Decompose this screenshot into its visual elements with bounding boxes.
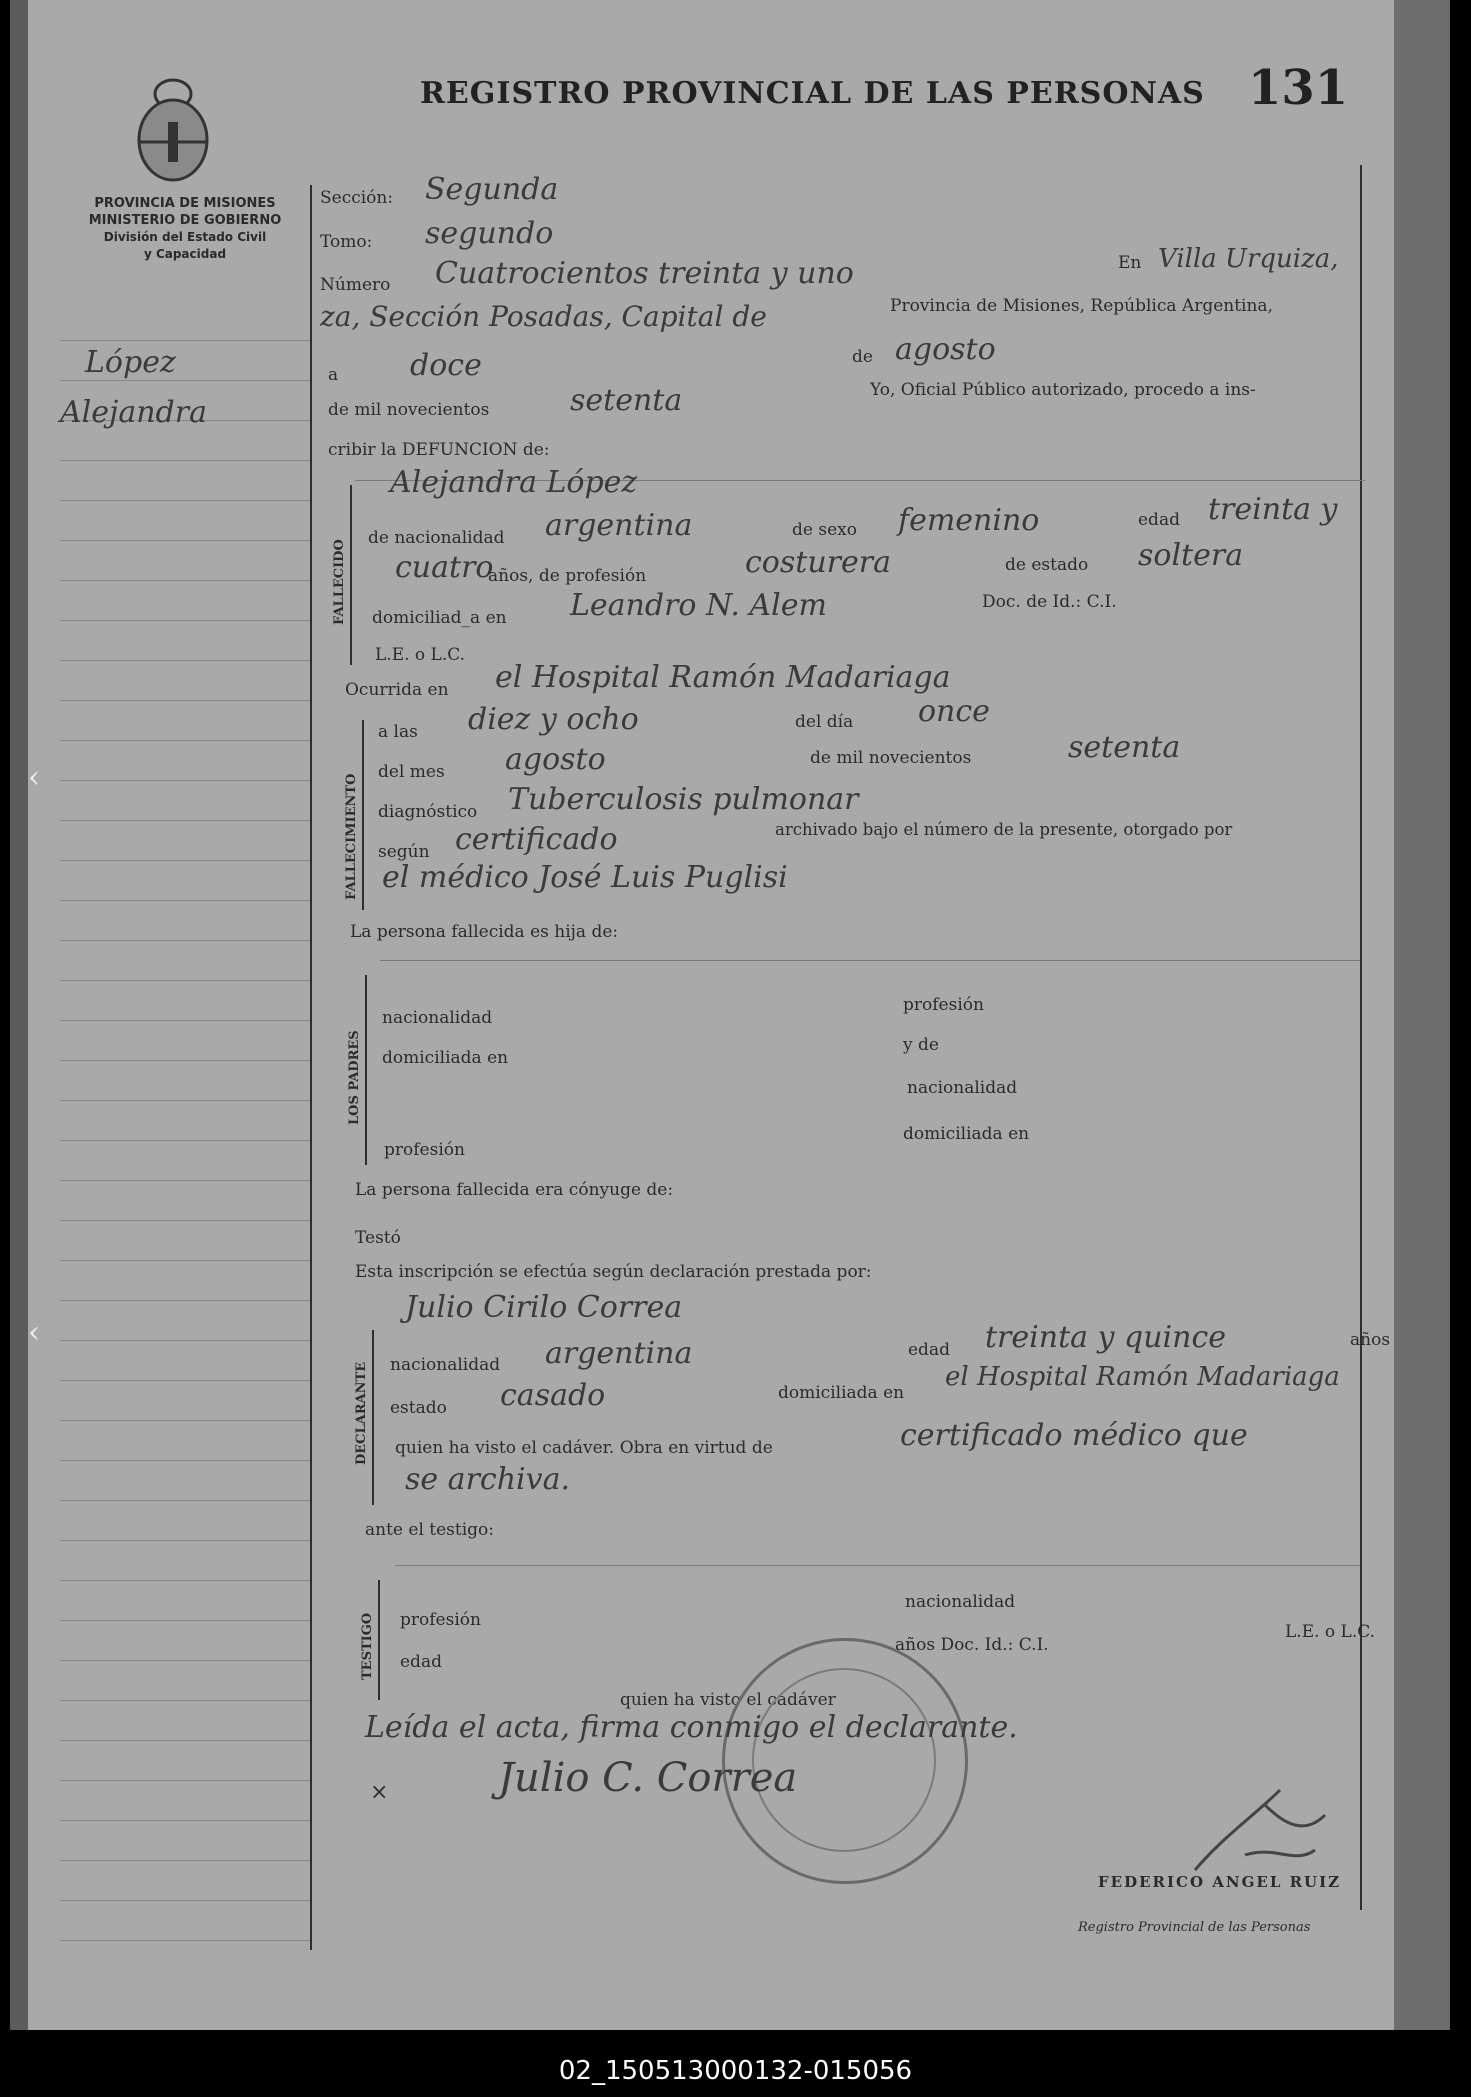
ministry-line-4: y Capacidad [143,247,227,261]
inscribir-text: cribir la DEFUNCION de: [328,440,550,460]
testigo-nacionalidad-label: nacionalidad [905,1592,1016,1612]
padres-top-rule [380,960,1360,961]
sexo-label: de sexo [792,520,857,540]
visto-value-2: se archiva. [405,1462,570,1497]
mes-value: agosto [895,332,996,367]
oficial-text: Yo, Oficial Público autorizado, procedo a ins- [870,380,1256,400]
margin-given-name: Alejandra [60,395,207,430]
dia-value-fallecimiento: once [918,694,990,729]
segun-value: certificado [455,822,618,857]
visto-label: quien ha visto el cadáver. Obra en virtud de [395,1438,773,1458]
ministry-line-3: División del Estado Civil [103,230,267,244]
fallecimiento-side-label: FALLECIMIENTO [344,773,359,900]
seccion-value: Segunda [425,172,559,207]
profesion-value: costurera [745,545,891,580]
inscripcion-text: Esta inscripción se efectúa según declaración prestada por: [355,1262,872,1282]
binding-marker-2: ‹ [28,1315,40,1350]
ministry-line-1: PROVINCIA DE MISIONES [94,196,276,211]
declarante-signature: Julio C. Correa [498,1755,798,1801]
declarante-nacionalidad-value: argentina [545,1336,693,1371]
mil-label-fallecimiento: de mil novecientos [810,748,972,768]
page-number: 131 [1248,60,1349,116]
domicilio-label: domiciliad_a en [372,608,507,628]
anios-label: años, de profesión [488,566,647,586]
declarante-edad-value: treinta y quince [985,1320,1227,1355]
lugar-value-2: za, Sección Posadas, Capital de [320,300,767,333]
document-page [10,0,1450,2030]
testigo-profesion-label: profesión [400,1610,481,1630]
dia-value: doce [410,348,482,383]
padre-nacionalidad-label: nacionalidad [382,1008,493,1028]
diagnostico-label: diagnóstico [378,802,478,822]
seccion-label: Sección: [320,188,394,208]
declarante-name: Julio Cirilo Correa [405,1290,683,1325]
tomo-label: Tomo: [320,232,373,252]
provincia-text: Provincia de Misiones, República Argentina, [890,296,1273,316]
edad-value-1: treinta y [1208,492,1338,527]
page-right-edge [1394,0,1450,2030]
image-id-caption: 02_150513000132-015056 [0,2046,1471,2097]
estado-label: de estado [1005,555,1089,575]
a-label: a [328,365,339,385]
tomo-value: segundo [425,216,554,251]
signature-x-mark: × [370,1780,389,1805]
hora-label: a las [378,722,418,742]
edad-value-2: cuatro [395,550,494,585]
en-label: En [1118,253,1142,273]
testigo-top-rule [395,1565,1360,1566]
padre-profesion-label: profesión [903,995,984,1015]
declarante-estado-label: estado [390,1398,447,1418]
declarante-edad-label: edad [908,1340,950,1360]
madre-profesion-label: profesión [384,1140,465,1160]
hija-text: La persona fallecida es hija de: [350,922,619,942]
declarante-domicilio-value: el Hospital Ramón Madariaga [945,1362,1340,1392]
declarante-nacionalidad-label: nacionalidad [390,1355,501,1375]
testigo-bracket [378,1580,380,1700]
anio-value: setenta [570,383,683,418]
fallecimiento-bracket [362,720,364,910]
nacionalidad-value: argentina [545,508,693,543]
testigo-doc-label: años Doc. Id.: C.I. [895,1635,1049,1655]
main-frame-right [1360,165,1362,1910]
testigo-side-label: TESTIGO [360,1612,375,1680]
padres-side-label: LOS PADRES [347,1030,362,1125]
testigo-le-label: L.E. o L.C. [1285,1622,1376,1642]
official-signature-icon [1185,1775,1335,1885]
padre-domiciliada-label: domiciliada en [382,1048,509,1068]
nacionalidad-label: de nacionalidad [368,528,505,548]
dia-label: del día [795,712,854,732]
domicilio-value: Leandro N. Alem [570,588,827,623]
testigo-visto-label: quien ha visto el cadáver [620,1690,836,1710]
y-de-label: y de [903,1035,939,1055]
ministry-line-2: MINISTERIO DE GOBIERNO [88,213,282,228]
numero-value: Cuatrocientos treinta y uno [435,256,854,291]
madre-domiciliada-label: domiciliada en [903,1124,1030,1144]
fallecido-name: Alejandra López [390,465,638,500]
declarante-anios-label: años [1350,1330,1391,1350]
official-name: FEDERICO ANGEL RUIZ [1098,1873,1342,1891]
anio-value-fallecimiento: setenta [1068,730,1181,765]
numero-label: Número [320,275,391,295]
lugar-value-1: Villa Urquiza, [1158,244,1339,274]
ante-testigo-label: ante el testigo: [365,1520,495,1540]
doc-label: Doc. de Id.: C.I. [982,592,1117,612]
sexo-value: femenino [898,503,1040,538]
medico-value: el médico José Luis Puglisi [382,860,788,895]
segun-label: según [378,842,430,862]
visto-value-1: certificado médico que [900,1418,1248,1453]
de-label: de [852,347,873,367]
le-label: L.E. o L.C. [375,645,466,665]
ocurrida-label: Ocurrida en [345,680,449,700]
edad-label: edad [1138,510,1180,530]
madre-nacionalidad-label: nacionalidad [907,1078,1018,1098]
binding-marker-1: ‹ [28,760,40,795]
declarante-bracket [372,1330,374,1505]
main-frame-left [310,185,312,1950]
testigo-edad-label: edad [400,1652,442,1672]
official-title: Registro Provincial de las Personas [1078,1920,1311,1935]
ocurrida-value: el Hospital Ramón Madariaga [495,660,951,695]
testo-label: Testó [355,1228,401,1248]
declarante-side-label: DECLARANTE [354,1361,369,1465]
diagnostico-value: Tuberculosis pulmonar [508,782,859,817]
conyuge-text: La persona fallecida era cónyuge de: [355,1180,674,1200]
archivado-text: archivado bajo el número de la presente, otorgado por [775,820,1233,839]
declarante-domiciliada-label: domiciliada en [778,1383,905,1403]
mes-label: del mes [378,762,445,782]
mil-label: de mil novecientos [328,400,490,420]
fallecido-side-label: FALLECIDO [332,539,347,625]
leida-text: Leída el acta, firma conmigo el declarante. [365,1710,1018,1745]
coat-of-arms-icon [128,72,218,184]
mes-value-fallecimiento: agosto [505,742,606,777]
margin-surname: López [85,345,176,380]
page-title: REGISTRO PROVINCIAL DE LAS PERSONAS [420,76,1205,111]
ministry-block [50,195,320,263]
fallecido-bracket [350,485,352,665]
estado-value: soltera [1138,538,1244,573]
hora-value: diez y ocho [468,702,639,737]
book-binding-edge [10,0,28,2030]
declarante-estado-value: casado [500,1378,606,1413]
padres-bracket [365,975,367,1165]
